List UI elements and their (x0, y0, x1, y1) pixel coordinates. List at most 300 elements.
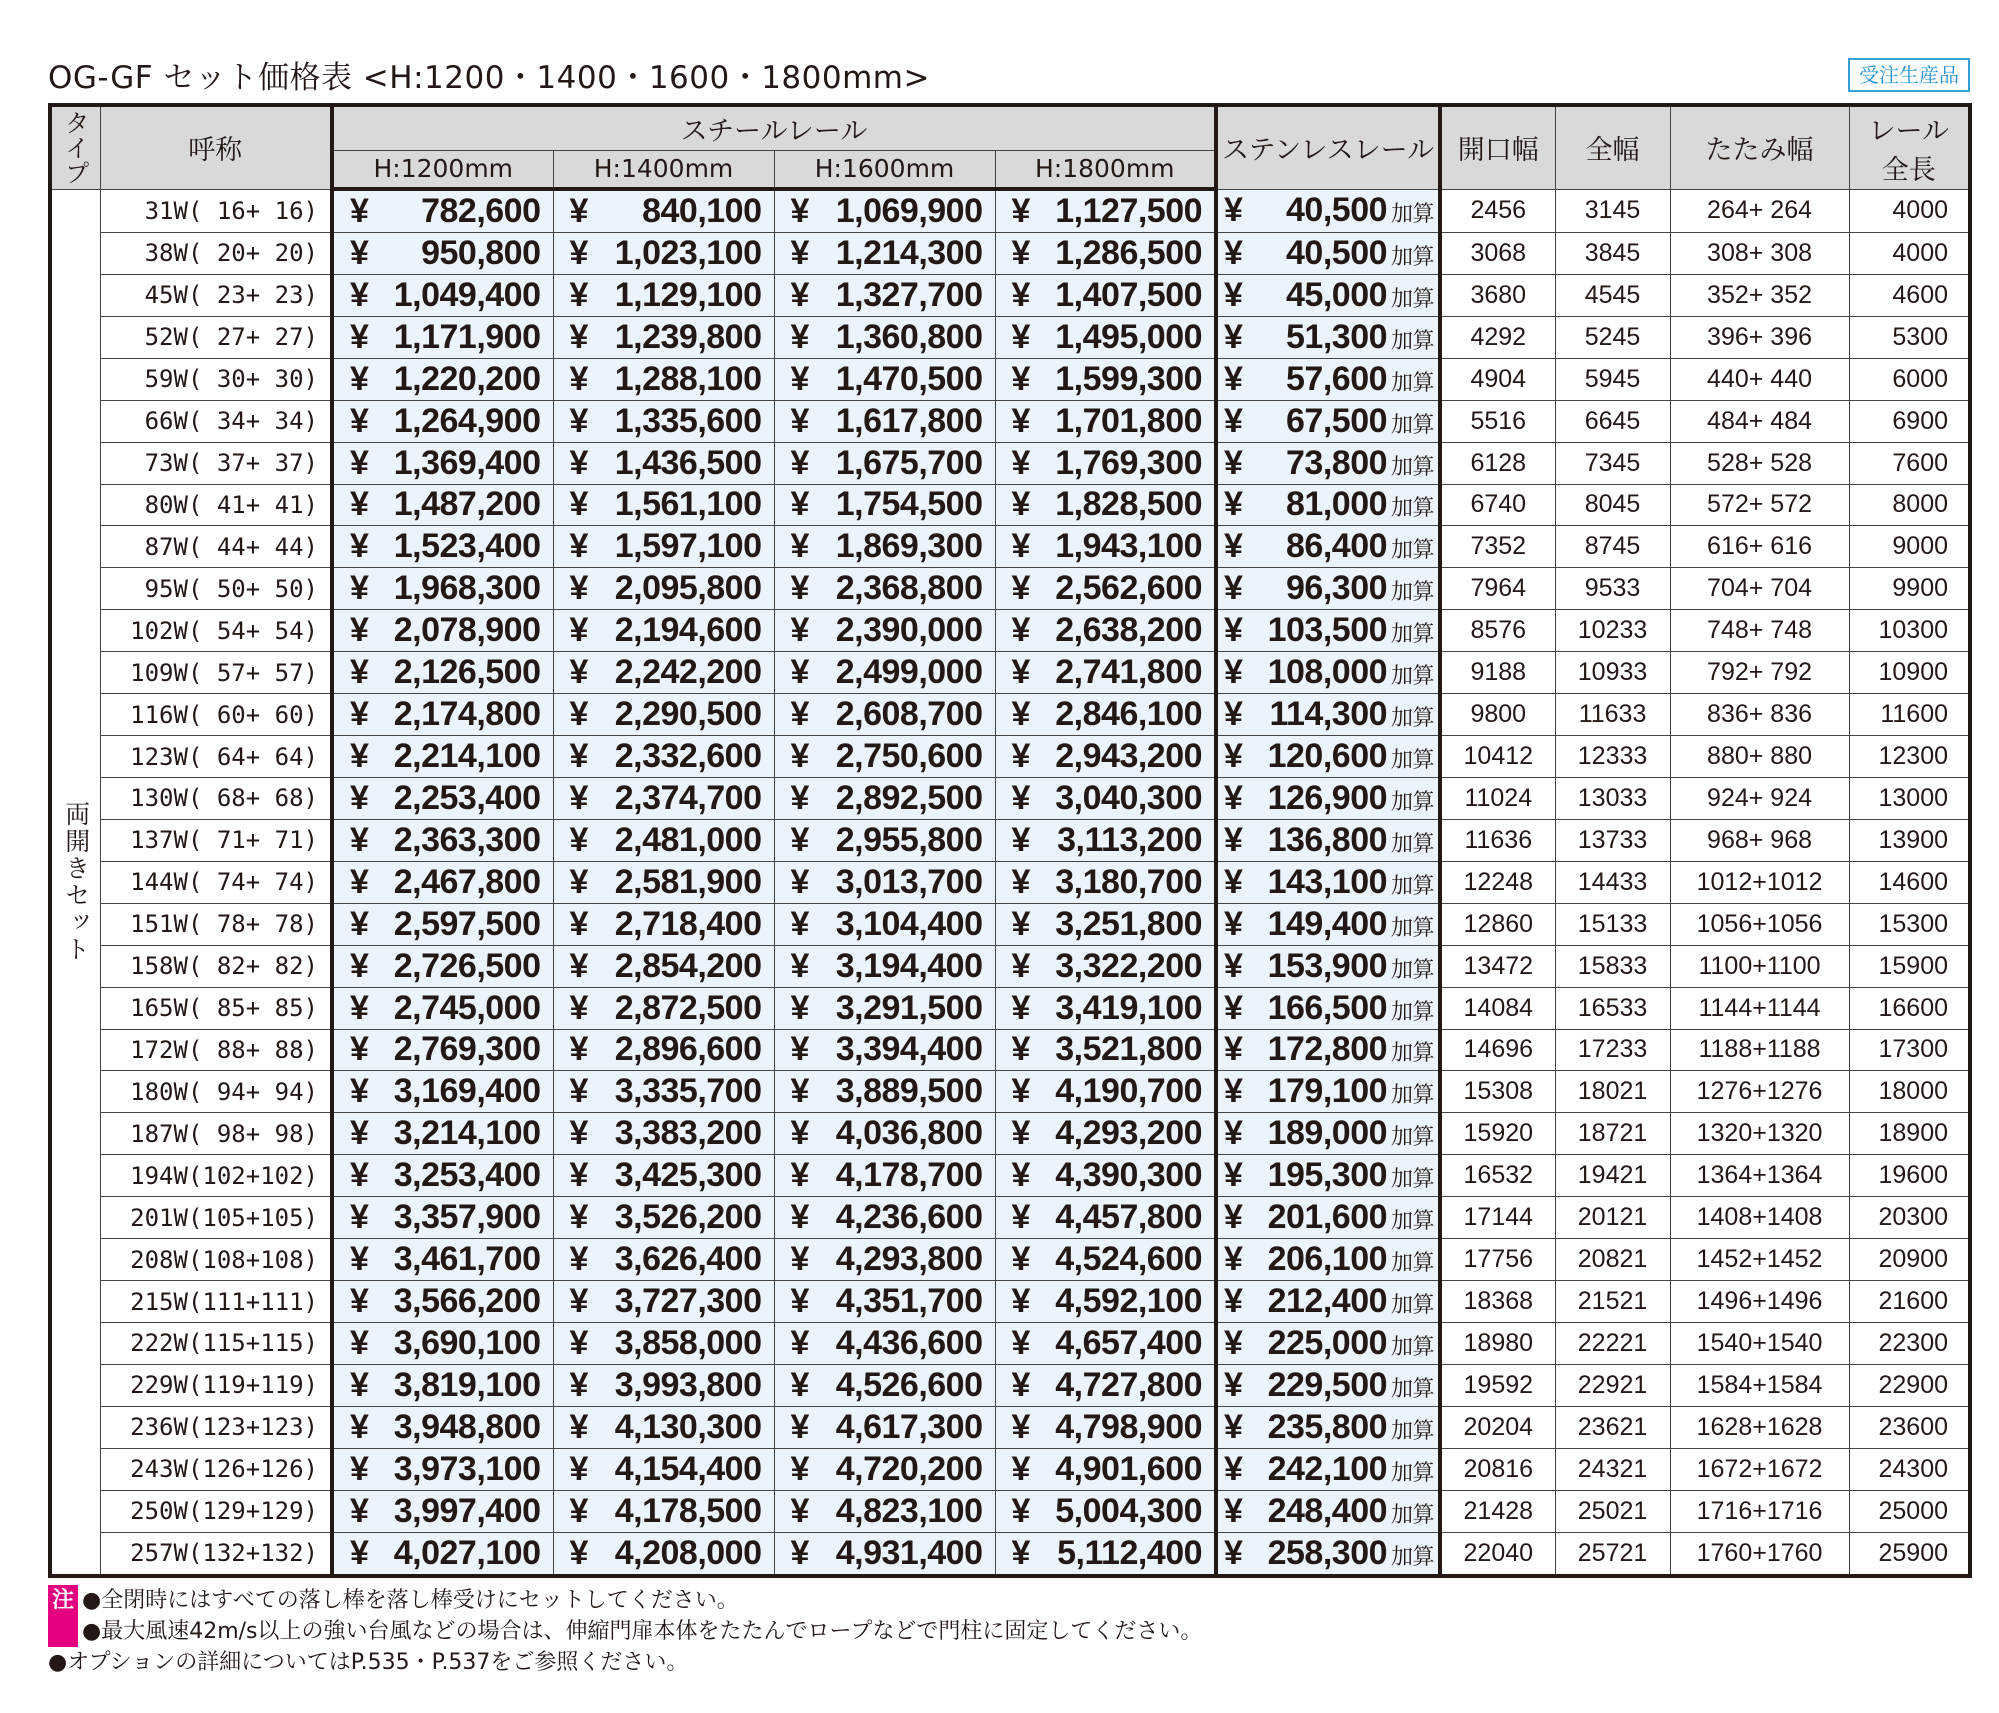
price-value: 3,889,500 (835, 1072, 983, 1111)
rail-length: 5300 (1849, 316, 1970, 358)
price-value: 3,997,400 (393, 1491, 541, 1530)
yen-sign: ¥ (1011, 1030, 1030, 1069)
opening-width: 6740 (1440, 484, 1555, 526)
price-value: 4,727,800 (1055, 1365, 1203, 1404)
price-1200 (332, 1113, 553, 1155)
yen-sign: ¥ (790, 778, 809, 817)
surcharge-value: 51,300 (1286, 317, 1388, 356)
stainless-surcharge (1216, 861, 1440, 903)
folded-width: 1716+1716 (1670, 1490, 1849, 1532)
opening-width: 14696 (1440, 1029, 1555, 1071)
add-label: 加算 (1391, 1293, 1435, 1318)
surcharge-value: 258,300 (1267, 1533, 1388, 1572)
surcharge-value: 45,000 (1286, 275, 1388, 314)
yen-sign: ¥ (350, 653, 369, 692)
stainless-surcharge (1216, 568, 1440, 610)
note-line-3: ●オプションの詳細についてはP.535・P.537をご参照ください。 (48, 1650, 689, 1675)
rail-length: 19600 (1849, 1155, 1970, 1197)
opening-width: 19592 (1440, 1364, 1555, 1406)
rail-length: 17300 (1849, 1029, 1970, 1071)
total-width: 10933 (1555, 652, 1670, 694)
surcharge-value: 108,000 (1267, 653, 1388, 692)
price-1400 (553, 316, 774, 358)
add-label: 加算 (1391, 748, 1435, 774)
yen-sign: ¥ (569, 737, 588, 776)
surcharge-value: 73,800 (1286, 443, 1388, 482)
rail-length: 23600 (1849, 1406, 1970, 1448)
model-name: 123W( 64+ 64) (100, 736, 332, 778)
table-row (50, 1406, 1970, 1448)
total-width: 3845 (1555, 233, 1670, 275)
yen-sign: ¥ (350, 569, 369, 608)
surcharge-value: 212,400 (1267, 1282, 1388, 1320)
price-value: 2,499,000 (835, 653, 983, 692)
total-width: 9533 (1555, 568, 1670, 610)
price-1200 (332, 1197, 553, 1239)
model-name: 229W(119+119) (100, 1364, 332, 1406)
price-1600 (774, 736, 995, 778)
price-value: 782,600 (421, 192, 541, 230)
price-value: 2,390,000 (835, 611, 983, 650)
price-value: 2,253,400 (393, 778, 541, 817)
model-name: 201W(105+105) (100, 1197, 332, 1239)
price-1800 (995, 1281, 1216, 1323)
price-value: 2,467,800 (393, 862, 541, 901)
model-name: 73W( 37+ 37) (100, 442, 332, 484)
folded-width: 1760+1760 (1670, 1532, 1849, 1576)
yen-sign: ¥ (790, 317, 809, 356)
price-1800 (995, 358, 1216, 400)
rail-length: 18900 (1849, 1113, 1970, 1155)
yen-sign: ¥ (1011, 1323, 1030, 1362)
yen-sign: ¥ (1224, 1365, 1243, 1404)
add-label: 加算 (1391, 1544, 1435, 1570)
note-mark: 注 (48, 1585, 78, 1647)
rail-length: 25900 (1849, 1532, 1970, 1576)
model-name: 80W( 41+ 41) (100, 484, 332, 526)
opening-width: 7352 (1440, 526, 1555, 568)
price-value: 3,819,100 (393, 1365, 541, 1404)
yen-sign: ¥ (790, 653, 809, 692)
price-value: 5,004,300 (1055, 1491, 1203, 1530)
yen-sign: ¥ (569, 695, 588, 734)
yen-sign: ¥ (569, 904, 588, 943)
yen-sign: ¥ (1011, 1198, 1030, 1237)
price-1600 (774, 1322, 995, 1364)
price-1400 (553, 1155, 774, 1197)
yen-sign: ¥ (790, 569, 809, 608)
price-1200 (332, 1071, 553, 1113)
yen-sign: ¥ (569, 1323, 588, 1362)
price-value: 2,846,100 (1055, 695, 1203, 734)
yen-sign: ¥ (350, 904, 369, 943)
stainless-surcharge (1216, 819, 1440, 861)
stainless-surcharge (1216, 610, 1440, 652)
price-1600 (774, 568, 995, 610)
price-value: 3,425,300 (614, 1156, 762, 1195)
price-1800 (995, 1029, 1216, 1071)
price-1800 (995, 484, 1216, 526)
stainless-surcharge (1216, 945, 1440, 987)
header-opening-width: 開口幅 (1440, 105, 1555, 189)
total-width: 24321 (1555, 1448, 1670, 1490)
price-1400 (553, 819, 774, 861)
price-value: 3,357,900 (393, 1198, 541, 1237)
yen-sign: ¥ (569, 1491, 588, 1530)
price-value: 1,869,300 (835, 527, 983, 566)
price-value: 2,608,700 (835, 695, 983, 734)
surcharge-value: 126,900 (1267, 778, 1388, 817)
add-label: 加算 (1391, 1376, 1435, 1402)
yen-sign: ¥ (350, 401, 369, 440)
surcharge-value: 81,000 (1286, 485, 1388, 524)
stainless-surcharge (1216, 1448, 1440, 1490)
model-name: 151W( 78+ 78) (100, 903, 332, 945)
price-1400 (553, 610, 774, 652)
yen-sign: ¥ (1011, 1156, 1030, 1195)
model-name: 187W( 98+ 98) (100, 1113, 332, 1155)
price-value: 1,597,100 (614, 527, 762, 566)
add-label: 加算 (1391, 1041, 1435, 1067)
model-name: 172W( 88+ 88) (100, 1029, 332, 1071)
add-label: 加算 (1391, 999, 1435, 1025)
opening-width: 9800 (1440, 694, 1555, 736)
price-1200 (332, 1406, 553, 1448)
price-1800 (995, 1532, 1216, 1576)
stainless-surcharge (1216, 694, 1440, 736)
price-value: 2,095,800 (614, 569, 762, 608)
price-1600 (774, 189, 995, 233)
price-value: 2,581,900 (614, 862, 762, 901)
model-name: 52W( 27+ 27) (100, 316, 332, 358)
folded-width: 484+ 484 (1670, 400, 1849, 442)
price-1200 (332, 1448, 553, 1490)
price-1800 (995, 442, 1216, 484)
yen-sign: ¥ (350, 1407, 369, 1446)
opening-width: 3680 (1440, 274, 1555, 316)
add-label: 加算 (1391, 370, 1435, 396)
price-1200 (332, 819, 553, 861)
price-value: 2,718,400 (614, 904, 762, 943)
opening-width: 6128 (1440, 442, 1555, 484)
table-row (50, 1197, 1970, 1239)
model-name: 165W( 85+ 85) (100, 987, 332, 1029)
price-1800 (995, 1155, 1216, 1197)
header-rail-length: レール 全長 (1849, 105, 1970, 189)
price-value: 2,745,000 (393, 988, 541, 1027)
yen-sign: ¥ (1224, 1240, 1243, 1279)
surcharge-value: 143,100 (1267, 862, 1388, 901)
type-label: 両開きセット (61, 800, 91, 963)
model-name: 250W(129+129) (100, 1490, 332, 1532)
price-value: 3,180,700 (1055, 862, 1203, 901)
price-1400 (553, 274, 774, 316)
opening-width: 4904 (1440, 358, 1555, 400)
yen-sign: ¥ (790, 527, 809, 566)
price-value: 4,931,400 (835, 1533, 983, 1572)
surcharge-value: 242,100 (1267, 1449, 1388, 1488)
total-width: 14433 (1555, 861, 1670, 903)
price-value: 4,720,200 (835, 1449, 983, 1488)
price-1200 (332, 987, 553, 1029)
yen-sign: ¥ (1011, 1114, 1030, 1153)
opening-width: 5516 (1440, 400, 1555, 442)
folded-width: 1144+1144 (1670, 987, 1849, 1029)
price-1600 (774, 610, 995, 652)
folded-width: 1408+1408 (1670, 1197, 1849, 1239)
yen-sign: ¥ (1224, 988, 1243, 1027)
add-label: 加算 (1391, 1209, 1435, 1235)
yen-sign: ¥ (790, 1491, 809, 1530)
total-width: 7345 (1555, 442, 1670, 484)
folded-width: 1056+1056 (1670, 903, 1849, 945)
add-label: 加算 (1391, 664, 1435, 690)
yen-sign: ¥ (350, 527, 369, 566)
folded-width: 1364+1364 (1670, 1155, 1849, 1197)
stainless-surcharge (1216, 1490, 1440, 1532)
yen-sign: ¥ (1011, 1282, 1030, 1320)
yen-sign: ¥ (569, 862, 588, 901)
opening-width: 3068 (1440, 233, 1555, 275)
yen-sign: ¥ (1224, 1114, 1243, 1153)
price-value: 2,872,500 (614, 988, 762, 1027)
price-value: 3,727,300 (614, 1282, 762, 1320)
surcharge-value: 96,300 (1286, 569, 1388, 608)
total-width: 8045 (1555, 484, 1670, 526)
yen-sign: ¥ (1224, 778, 1243, 817)
yen-sign: ¥ (1011, 1491, 1030, 1530)
yen-sign: ¥ (1224, 1407, 1243, 1446)
price-value: 1,369,400 (393, 443, 541, 482)
folded-width: 748+ 748 (1670, 610, 1849, 652)
model-name: 137W( 71+ 71) (100, 819, 332, 861)
price-1800 (995, 400, 1216, 442)
yen-sign: ¥ (790, 737, 809, 776)
yen-sign: ¥ (350, 695, 369, 734)
rail-length: 22300 (1849, 1322, 1970, 1364)
header-h1200: H:1200mm (332, 150, 553, 189)
rail-length: 20300 (1849, 1197, 1970, 1239)
yen-sign: ¥ (790, 485, 809, 524)
price-value: 1,436,500 (614, 443, 762, 482)
table-row (50, 1113, 1970, 1155)
yen-sign: ¥ (350, 946, 369, 985)
price-1600 (774, 1239, 995, 1281)
rail-length: 10300 (1849, 610, 1970, 652)
folded-width: 1672+1672 (1670, 1448, 1849, 1490)
header-folded-width: たたみ幅 (1670, 105, 1849, 189)
price-1800 (995, 316, 1216, 358)
price-value: 2,892,500 (835, 778, 983, 817)
opening-width: 12248 (1440, 861, 1555, 903)
price-1200 (332, 652, 553, 694)
price-1200 (332, 610, 553, 652)
price-1200 (332, 945, 553, 987)
yen-sign: ¥ (350, 317, 369, 356)
table-row (50, 1532, 1970, 1576)
model-name: 208W(108+108) (100, 1239, 332, 1281)
header-h1400: H:1400mm (553, 150, 774, 189)
price-1200 (332, 1364, 553, 1406)
price-1800 (995, 1071, 1216, 1113)
yen-sign: ¥ (569, 317, 588, 356)
notes (48, 1585, 1968, 1678)
price-value: 4,130,300 (614, 1407, 762, 1446)
price-1200 (332, 1532, 553, 1576)
yen-sign: ¥ (790, 359, 809, 398)
yen-sign: ¥ (569, 611, 588, 650)
opening-width: 9188 (1440, 652, 1555, 694)
price-1400 (553, 694, 774, 736)
table-row (50, 736, 1970, 778)
price-value: 3,253,400 (393, 1156, 541, 1195)
price-1800 (995, 526, 1216, 568)
price-value: 4,293,800 (835, 1240, 983, 1279)
stainless-surcharge (1216, 1281, 1440, 1323)
total-width: 15133 (1555, 903, 1670, 945)
yen-sign: ¥ (1224, 737, 1243, 776)
opening-width: 17756 (1440, 1239, 1555, 1281)
price-1800 (995, 694, 1216, 736)
table-row (50, 1071, 1970, 1113)
price-1600 (774, 233, 995, 275)
stainless-surcharge (1216, 903, 1440, 945)
price-value: 2,174,800 (393, 695, 541, 734)
yen-sign: ¥ (790, 904, 809, 943)
stainless-surcharge (1216, 1071, 1440, 1113)
folded-width: 1188+1188 (1670, 1029, 1849, 1071)
yen-sign: ¥ (350, 1198, 369, 1237)
price-1800 (995, 903, 1216, 945)
price-value: 2,726,500 (393, 946, 541, 985)
model-name: 102W( 54+ 54) (100, 610, 332, 652)
folded-width: 1628+1628 (1670, 1406, 1849, 1448)
yen-sign: ¥ (1224, 1449, 1243, 1488)
price-1600 (774, 819, 995, 861)
yen-sign: ¥ (350, 1323, 369, 1362)
yen-sign: ¥ (1224, 317, 1243, 356)
price-1600 (774, 1071, 995, 1113)
price-1200 (332, 903, 553, 945)
table-row (50, 274, 1970, 316)
price-1600 (774, 1113, 995, 1155)
rail-length: 7600 (1849, 442, 1970, 484)
price-1600 (774, 945, 995, 987)
yen-sign: ¥ (1011, 192, 1030, 230)
yen-sign: ¥ (569, 1240, 588, 1279)
price-value: 1,335,600 (614, 401, 762, 440)
model-name: 158W( 82+ 82) (100, 945, 332, 987)
total-width: 25021 (1555, 1490, 1670, 1532)
price-1600 (774, 1448, 995, 1490)
yen-sign: ¥ (1011, 401, 1030, 440)
total-width: 16533 (1555, 987, 1670, 1029)
price-1800 (995, 1490, 1216, 1532)
total-width: 8745 (1555, 526, 1670, 568)
yen-sign: ¥ (790, 695, 809, 734)
yen-sign: ¥ (790, 1407, 809, 1446)
total-width: 25721 (1555, 1532, 1670, 1576)
yen-sign: ¥ (1011, 1072, 1030, 1111)
price-1600 (774, 484, 995, 526)
header-h1800: H:1800mm (995, 150, 1216, 189)
yen-sign: ¥ (1224, 904, 1243, 943)
rail-length: 13000 (1849, 777, 1970, 819)
price-1200 (332, 400, 553, 442)
price-value: 1,968,300 (393, 569, 541, 608)
price-1400 (553, 652, 774, 694)
price-1400 (553, 568, 774, 610)
surcharge-value: 40,500 (1286, 191, 1388, 230)
add-label: 加算 (1391, 1460, 1435, 1486)
total-width: 3145 (1555, 189, 1670, 233)
price-value: 2,750,600 (835, 737, 983, 776)
yen-sign: ¥ (569, 1533, 588, 1572)
rail-length: 21600 (1849, 1281, 1970, 1323)
yen-sign: ¥ (569, 485, 588, 524)
price-1600 (774, 1532, 995, 1576)
price-1200 (332, 1490, 553, 1532)
price-1800 (995, 610, 1216, 652)
rail-length: 15300 (1849, 903, 1970, 945)
yen-sign: ¥ (790, 862, 809, 901)
price-value: 1,023,100 (614, 233, 762, 272)
price-1600 (774, 1364, 995, 1406)
rail-length: 13900 (1849, 819, 1970, 861)
rail-length: 20900 (1849, 1239, 1970, 1281)
price-value: 1,407,500 (1055, 275, 1203, 314)
yen-sign: ¥ (569, 1072, 588, 1111)
price-value: 1,171,900 (393, 317, 541, 356)
price-value: 1,561,100 (614, 485, 762, 524)
price-value: 4,436,600 (835, 1323, 983, 1362)
total-width: 17233 (1555, 1029, 1670, 1071)
stainless-surcharge (1216, 442, 1440, 484)
yen-sign: ¥ (1224, 1198, 1243, 1237)
folded-width: 1584+1584 (1670, 1364, 1849, 1406)
yen-sign: ¥ (1224, 1533, 1243, 1572)
price-1400 (553, 945, 774, 987)
yen-sign: ¥ (790, 275, 809, 314)
total-width: 5945 (1555, 358, 1670, 400)
price-1200 (332, 777, 553, 819)
surcharge-value: 103,500 (1267, 611, 1388, 650)
yen-sign: ¥ (1224, 569, 1243, 608)
folded-width: 1012+1012 (1670, 861, 1849, 903)
yen-sign: ¥ (350, 862, 369, 901)
opening-width: 11024 (1440, 777, 1555, 819)
price-1400 (553, 400, 774, 442)
yen-sign: ¥ (350, 1449, 369, 1488)
price-1200 (332, 1155, 553, 1197)
model-name: 116W( 60+ 60) (100, 694, 332, 736)
model-name: 236W(123+123) (100, 1406, 332, 1448)
yen-sign: ¥ (790, 1198, 809, 1237)
price-1600 (774, 358, 995, 400)
rail-length: 4000 (1849, 233, 1970, 275)
yen-sign: ¥ (1224, 1282, 1243, 1320)
model-name: 59W( 30+ 30) (100, 358, 332, 400)
price-1600 (774, 1197, 995, 1239)
price-1400 (553, 1364, 774, 1406)
yen-sign: ¥ (350, 192, 369, 230)
stainless-surcharge (1216, 400, 1440, 442)
table-row (50, 233, 1970, 275)
surcharge-value: 166,500 (1267, 988, 1388, 1027)
opening-width: 4292 (1440, 316, 1555, 358)
page-title: OG-GF セット価格表 <H:1200・1400・1600・1800mm> (48, 60, 930, 96)
opening-width: 13472 (1440, 945, 1555, 987)
